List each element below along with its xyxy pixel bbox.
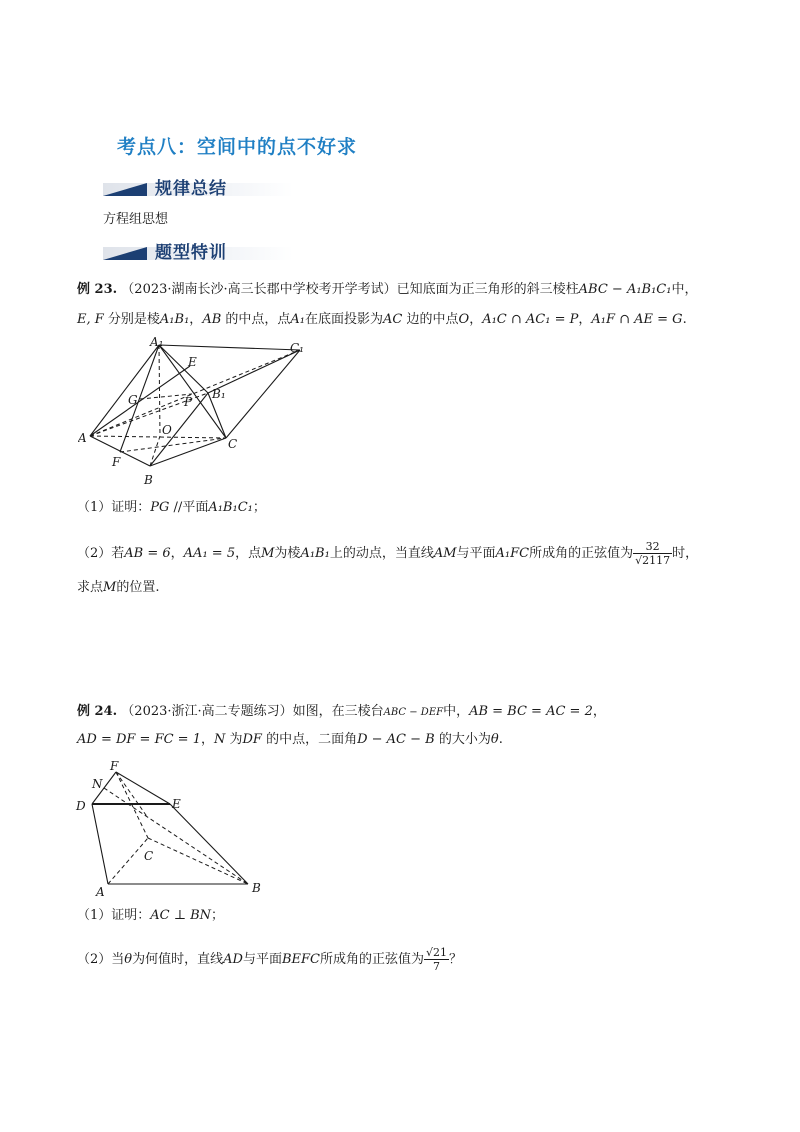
vertex-label: P	[184, 395, 193, 409]
vertex-label: B	[144, 473, 153, 487]
vertex-label: A₁	[150, 336, 164, 349]
ex24-label: 例 24.	[77, 704, 118, 719]
math: AB = 6	[124, 546, 171, 561]
math: AC	[383, 312, 403, 327]
math: ABC − DEF	[383, 707, 444, 718]
text: .	[498, 732, 503, 747]
ex23-line1	[77, 280, 697, 300]
ex23-question2	[77, 540, 698, 567]
math: A₁B₁	[300, 546, 330, 561]
text: 的中点，点	[221, 312, 291, 327]
ex23-line2	[77, 310, 687, 330]
vertex-label: B	[252, 881, 261, 895]
text: ，	[578, 312, 592, 327]
text: ，	[469, 312, 483, 327]
text: （2）若	[77, 546, 125, 561]
frustum-figure	[72, 756, 272, 896]
ex23-source: （2023·湖南长沙·高三长郡中学校考开学考试）已知底面为正三角形的斜三棱柱	[121, 282, 579, 297]
text: 分别是棱	[103, 312, 160, 327]
text: ？	[449, 952, 463, 967]
ex24-line1	[77, 702, 606, 723]
section-banner-training	[103, 236, 293, 262]
math: M	[261, 546, 275, 561]
text: 为棱	[274, 546, 301, 561]
ex24-question1	[77, 906, 224, 926]
math: A₁B₁	[159, 312, 190, 327]
math: AB	[202, 312, 222, 327]
text: .	[682, 312, 687, 327]
math: AA₁ = 5	[183, 546, 236, 561]
section-banner-summary	[103, 172, 293, 198]
vertex-label: B₁	[212, 387, 226, 401]
text: 中，	[671, 282, 698, 297]
ex24-line2	[77, 730, 503, 750]
ex24-source: （2023·浙江·高二专题练习）如图，在三棱台	[121, 704, 384, 719]
text: 所成角的正弦值为	[529, 546, 634, 561]
text: 在底面投影为	[305, 312, 384, 327]
math: N	[213, 732, 226, 747]
banner-label: 题型特训	[155, 243, 227, 263]
fraction-numerator: √21	[425, 946, 447, 959]
math: AC ⊥ BN	[150, 908, 212, 923]
vertex-label: C₁	[290, 341, 304, 355]
fraction	[424, 946, 449, 973]
math: D − AC − B	[357, 732, 435, 747]
vertex-label: A	[78, 431, 87, 445]
text: ；	[211, 908, 225, 923]
text: 为何值时，直线	[132, 952, 224, 967]
summary-text: 方程组思想	[103, 212, 169, 227]
ex23-question2-cont	[77, 578, 159, 598]
vertex-label: E	[172, 797, 181, 811]
text: 的大小为	[434, 732, 491, 747]
ex23-question1	[77, 498, 266, 518]
math: E, F	[77, 312, 104, 327]
page-title: 考点八：空间中的点不好求	[117, 136, 358, 158]
vertex-label: A	[96, 885, 105, 896]
text: 的中点，二面角	[261, 732, 358, 747]
text: （2）当	[77, 952, 125, 967]
math: A₁C ∩ AC₁ = P	[482, 312, 579, 327]
text: //平面	[169, 500, 209, 515]
fraction-numerator: 32	[633, 540, 672, 554]
math: AB = BC = AC = 2	[469, 704, 593, 719]
text: 与平面	[456, 546, 496, 561]
vertex-label: E	[188, 355, 197, 369]
text: 与平面	[242, 952, 282, 967]
vertex-label: N	[92, 777, 103, 791]
text: 的位置.	[116, 580, 160, 595]
fraction	[633, 540, 672, 567]
vertex-label: O	[162, 423, 172, 437]
vertex-label: G	[128, 393, 138, 407]
vertex-label: C	[144, 849, 154, 863]
text: 中，	[443, 704, 470, 719]
vertex-label: C	[228, 437, 238, 451]
text: ，	[592, 704, 606, 719]
fraction-denominator: √2117	[635, 554, 671, 567]
vertex-label: F	[112, 455, 121, 469]
text: （1）证明：	[77, 908, 151, 923]
text: 所成角的正弦值为	[319, 952, 424, 967]
text: 上的动点，当直线	[329, 546, 434, 561]
vertex-label: F	[110, 759, 119, 773]
math: AD	[223, 952, 243, 967]
text: （1）证明：	[77, 500, 151, 515]
math: O	[458, 312, 470, 327]
text: 时，	[672, 546, 699, 561]
math: A₁FC	[495, 546, 530, 561]
fraction-denominator: 7	[432, 960, 440, 973]
text: ，	[170, 546, 184, 561]
math: A₁	[290, 312, 306, 327]
text: 求点	[77, 580, 104, 595]
ex23-label: 例 23.	[77, 282, 118, 297]
prism-figure	[78, 336, 308, 488]
ex24-question2	[77, 946, 462, 973]
math: AD = DF = FC = 1	[77, 732, 201, 747]
math: θ	[490, 732, 499, 747]
ex23-prism: ABC − A₁B₁C₁	[578, 282, 672, 297]
text: ；	[252, 500, 266, 515]
banner-label: 规律总结	[155, 179, 227, 199]
math: DF	[242, 732, 262, 747]
text: 为	[225, 732, 243, 747]
vertex-label: D	[76, 799, 86, 813]
math: θ	[124, 952, 133, 967]
math: M	[103, 580, 117, 595]
math: A₁F ∩ AE = G	[591, 312, 683, 327]
math: A₁B₁C₁	[208, 500, 253, 515]
text: 边的中点	[402, 312, 459, 327]
math: AM	[433, 546, 457, 561]
text: ，点	[235, 546, 262, 561]
text: ，	[189, 312, 203, 327]
text: ，	[200, 732, 214, 747]
math: PG	[150, 500, 170, 515]
math: BEFC	[281, 952, 320, 967]
